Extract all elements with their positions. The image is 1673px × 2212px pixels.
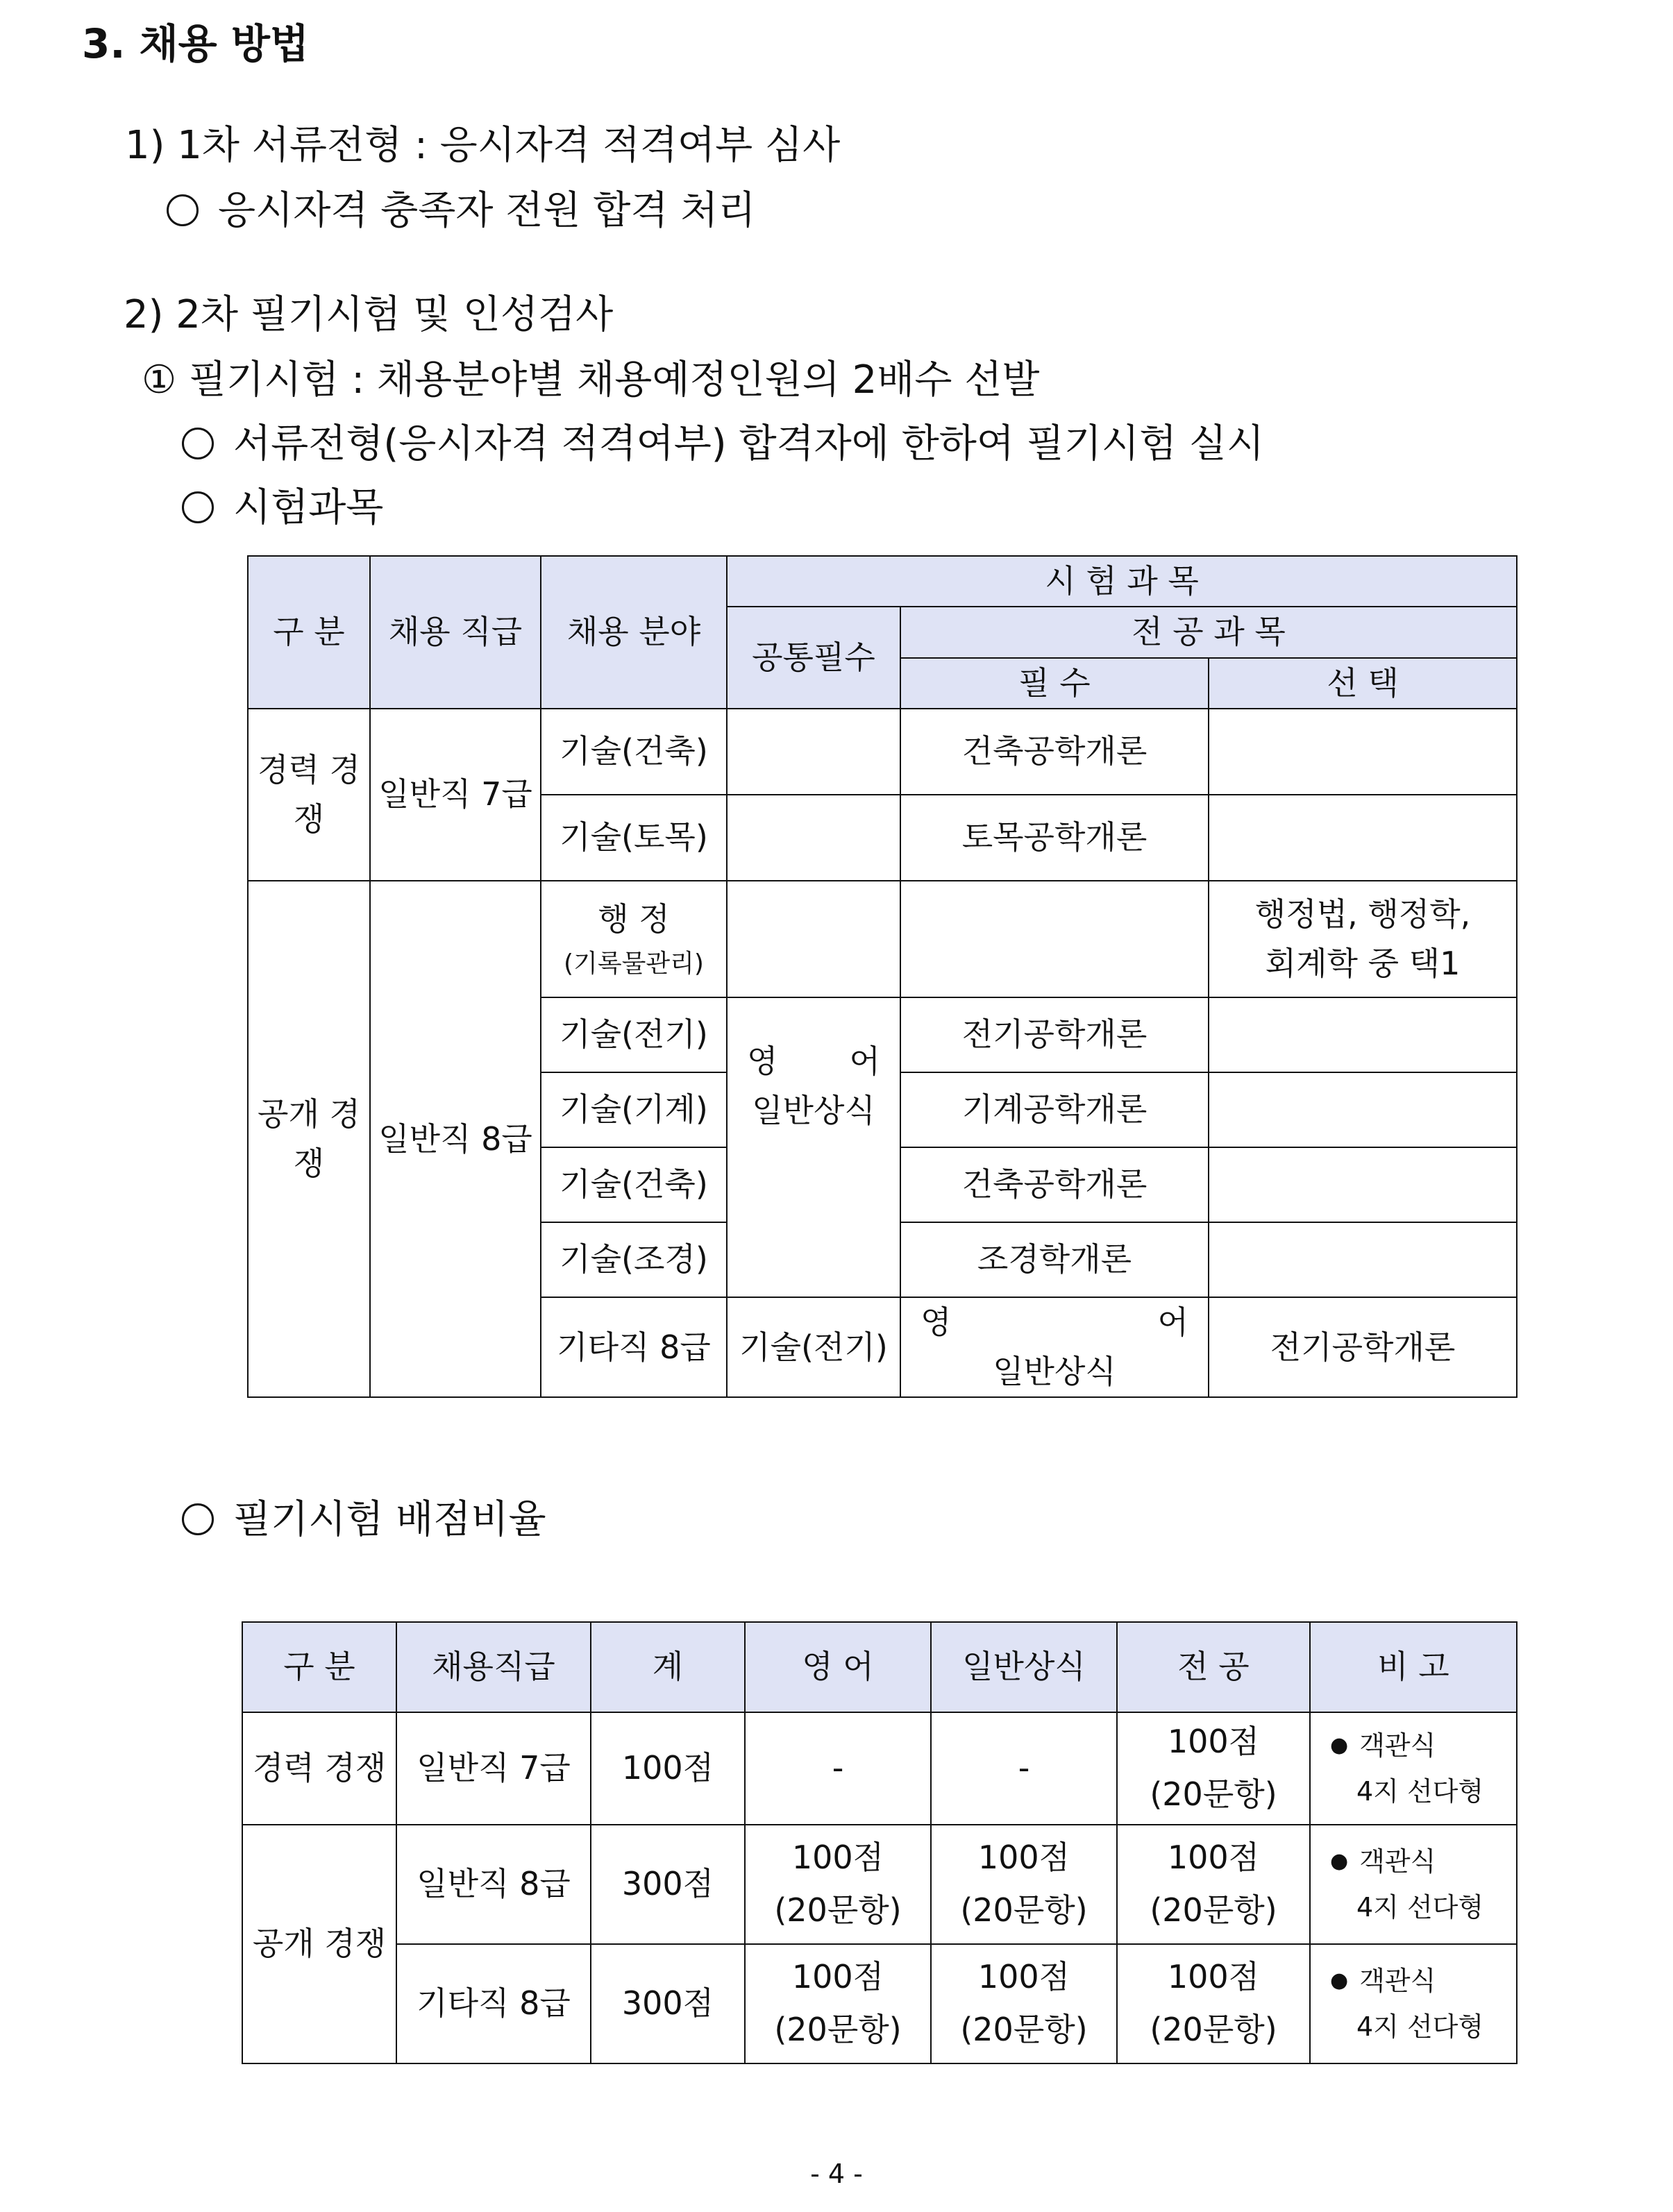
score-english: - [745,1712,931,1825]
open-required-1: 전기공학개론 [900,997,1209,1072]
score-grade: 일반직 8급 [396,1825,591,1944]
step2-item1: ① 필기시험 : 채용분야별 채용예정인원의 2배수 선발 [142,357,1040,403]
section-title: 3. 채용 방법 [82,20,309,67]
score-total: 100점 [591,1712,745,1825]
open-field-3: 기술(건축) [541,1147,727,1222]
open-elective-admin: 행정법, 행정학, 회계학 중 택1 [1209,881,1517,997]
header-grade: 채용 직급 [370,556,541,709]
table-row [242,1712,1517,1825]
open-required-3: 건축공학개론 [900,1147,1209,1222]
bullet-dot-icon: ● [1330,1732,1349,1757]
score-header-english: 영 어 [745,1622,931,1712]
bullet-dot-icon: ● [1330,1848,1349,1873]
score-grade: 기타직 8급 [396,1944,591,2063]
header-exam-subjects: 시 험 과 목 [727,556,1517,607]
grade7-label: 일반직 7급 [370,709,541,881]
career-required-1: 건축공학개론 [900,709,1209,795]
step1-heading: 1) 1차 서류전형 : 응시자격 적격여부 심사 [125,123,841,168]
score-ratio-table [242,1621,1518,2064]
career-common-1 [727,709,900,795]
score-english: 100점 (20문항) [745,1825,931,1944]
score-english: 100점 (20문항) [745,1944,931,2063]
header-major-subjects: 전 공 과 목 [900,607,1517,657]
career-elective-2 [1209,795,1517,881]
score-header-category: 구 분 [242,1622,396,1712]
open-required-5: 전기공학개론 [1209,1297,1517,1398]
score-header-major: 전 공 [1117,1622,1310,1712]
career-field-1: 기술(건축) [541,709,727,795]
score-note: ● 객관식 4지 선다형 [1310,1944,1517,2063]
step2-bullet-written: 서류전형(응시자격 적격여부) 합격자에 한하여 필기시험 실시 [182,425,1264,464]
exam-subjects-table [247,555,1518,1398]
open-common-subjects: 영 어 일반상식 [727,997,900,1297]
score-major: 100점 (20문항) [1117,1712,1310,1825]
score-major: 100점 (20문항) [1117,1825,1310,1944]
score-career-label: 경력 경쟁 [242,1712,396,1825]
open-required-admin [900,881,1209,997]
circle-bullet-icon [182,491,214,523]
open-common-admin [727,881,900,997]
score-header-grade: 채용직급 [396,1622,591,1712]
table-row [242,1944,1517,2063]
page-number: - 4 - [810,2159,863,2189]
header-category: 구 분 [248,556,370,709]
table-row [242,1825,1517,1944]
other-grade-label: 기타직 8급 [541,1297,727,1398]
open-required-4: 조경학개론 [900,1222,1209,1297]
circle-bullet-icon [182,1503,214,1535]
open-field-5: 기술(전기) [727,1297,900,1398]
header-required: 필 수 [900,658,1209,709]
grade8-label: 일반직 8급 [370,881,541,1398]
score-note: ● 객관식 4지 선다형 [1310,1712,1517,1825]
step1-bullet: 응시자격 충족자 전원 합격 처리 [167,192,755,230]
header-elective: 선 택 [1209,658,1517,709]
score-header-general: 일반상식 [931,1622,1117,1712]
step2-bullet-scoring: 필기시험 배점비율 [182,1501,546,1539]
open-common-other: 영 어 일반상식 [900,1297,1209,1398]
step2-heading: 2) 2차 필기시험 및 인성검사 [124,292,614,337]
open-label: 공개 경쟁 [248,881,370,1398]
career-common-2 [727,795,900,881]
career-elective-1 [1209,709,1517,795]
score-note: ● 객관식 4지 선다형 [1310,1825,1517,1944]
score-header-note: 비 고 [1310,1622,1517,1712]
open-field-1: 기술(전기) [541,997,727,1072]
career-required-2: 토목공학개론 [900,795,1209,881]
open-required-2: 기계공학개론 [900,1072,1209,1147]
open-elective-1 [1209,997,1517,1072]
bullet-dot-icon: ● [1330,1968,1349,1993]
open-elective-3 [1209,1147,1517,1222]
score-general: 100점 (20문항) [931,1825,1117,1944]
score-total: 300점 [591,1944,745,2063]
career-label: 경력 경쟁 [248,709,370,881]
header-common-required: 공통필수 [727,607,900,709]
score-header-total: 계 [591,1622,745,1712]
open-elective-2 [1209,1072,1517,1147]
open-field-2: 기술(기계) [541,1072,727,1147]
career-field-2: 기술(토목) [541,795,727,881]
circle-bullet-icon [182,428,214,459]
score-total: 300점 [591,1825,745,1944]
circle-bullet-icon [167,194,199,226]
step2-bullet-subjects: 시험과목 [182,489,383,527]
score-open-label: 공개 경쟁 [242,1825,396,2063]
score-general: 100점 (20문항) [931,1944,1117,2063]
score-major: 100점 (20문항) [1117,1944,1310,2063]
open-elective-4 [1209,1222,1517,1297]
score-grade: 일반직 7급 [396,1712,591,1825]
score-general: - [931,1712,1117,1825]
open-field-admin: 행 정 (기록물관리) [541,881,727,997]
header-field: 채용 분야 [541,556,727,709]
open-field-4: 기술(조경) [541,1222,727,1297]
